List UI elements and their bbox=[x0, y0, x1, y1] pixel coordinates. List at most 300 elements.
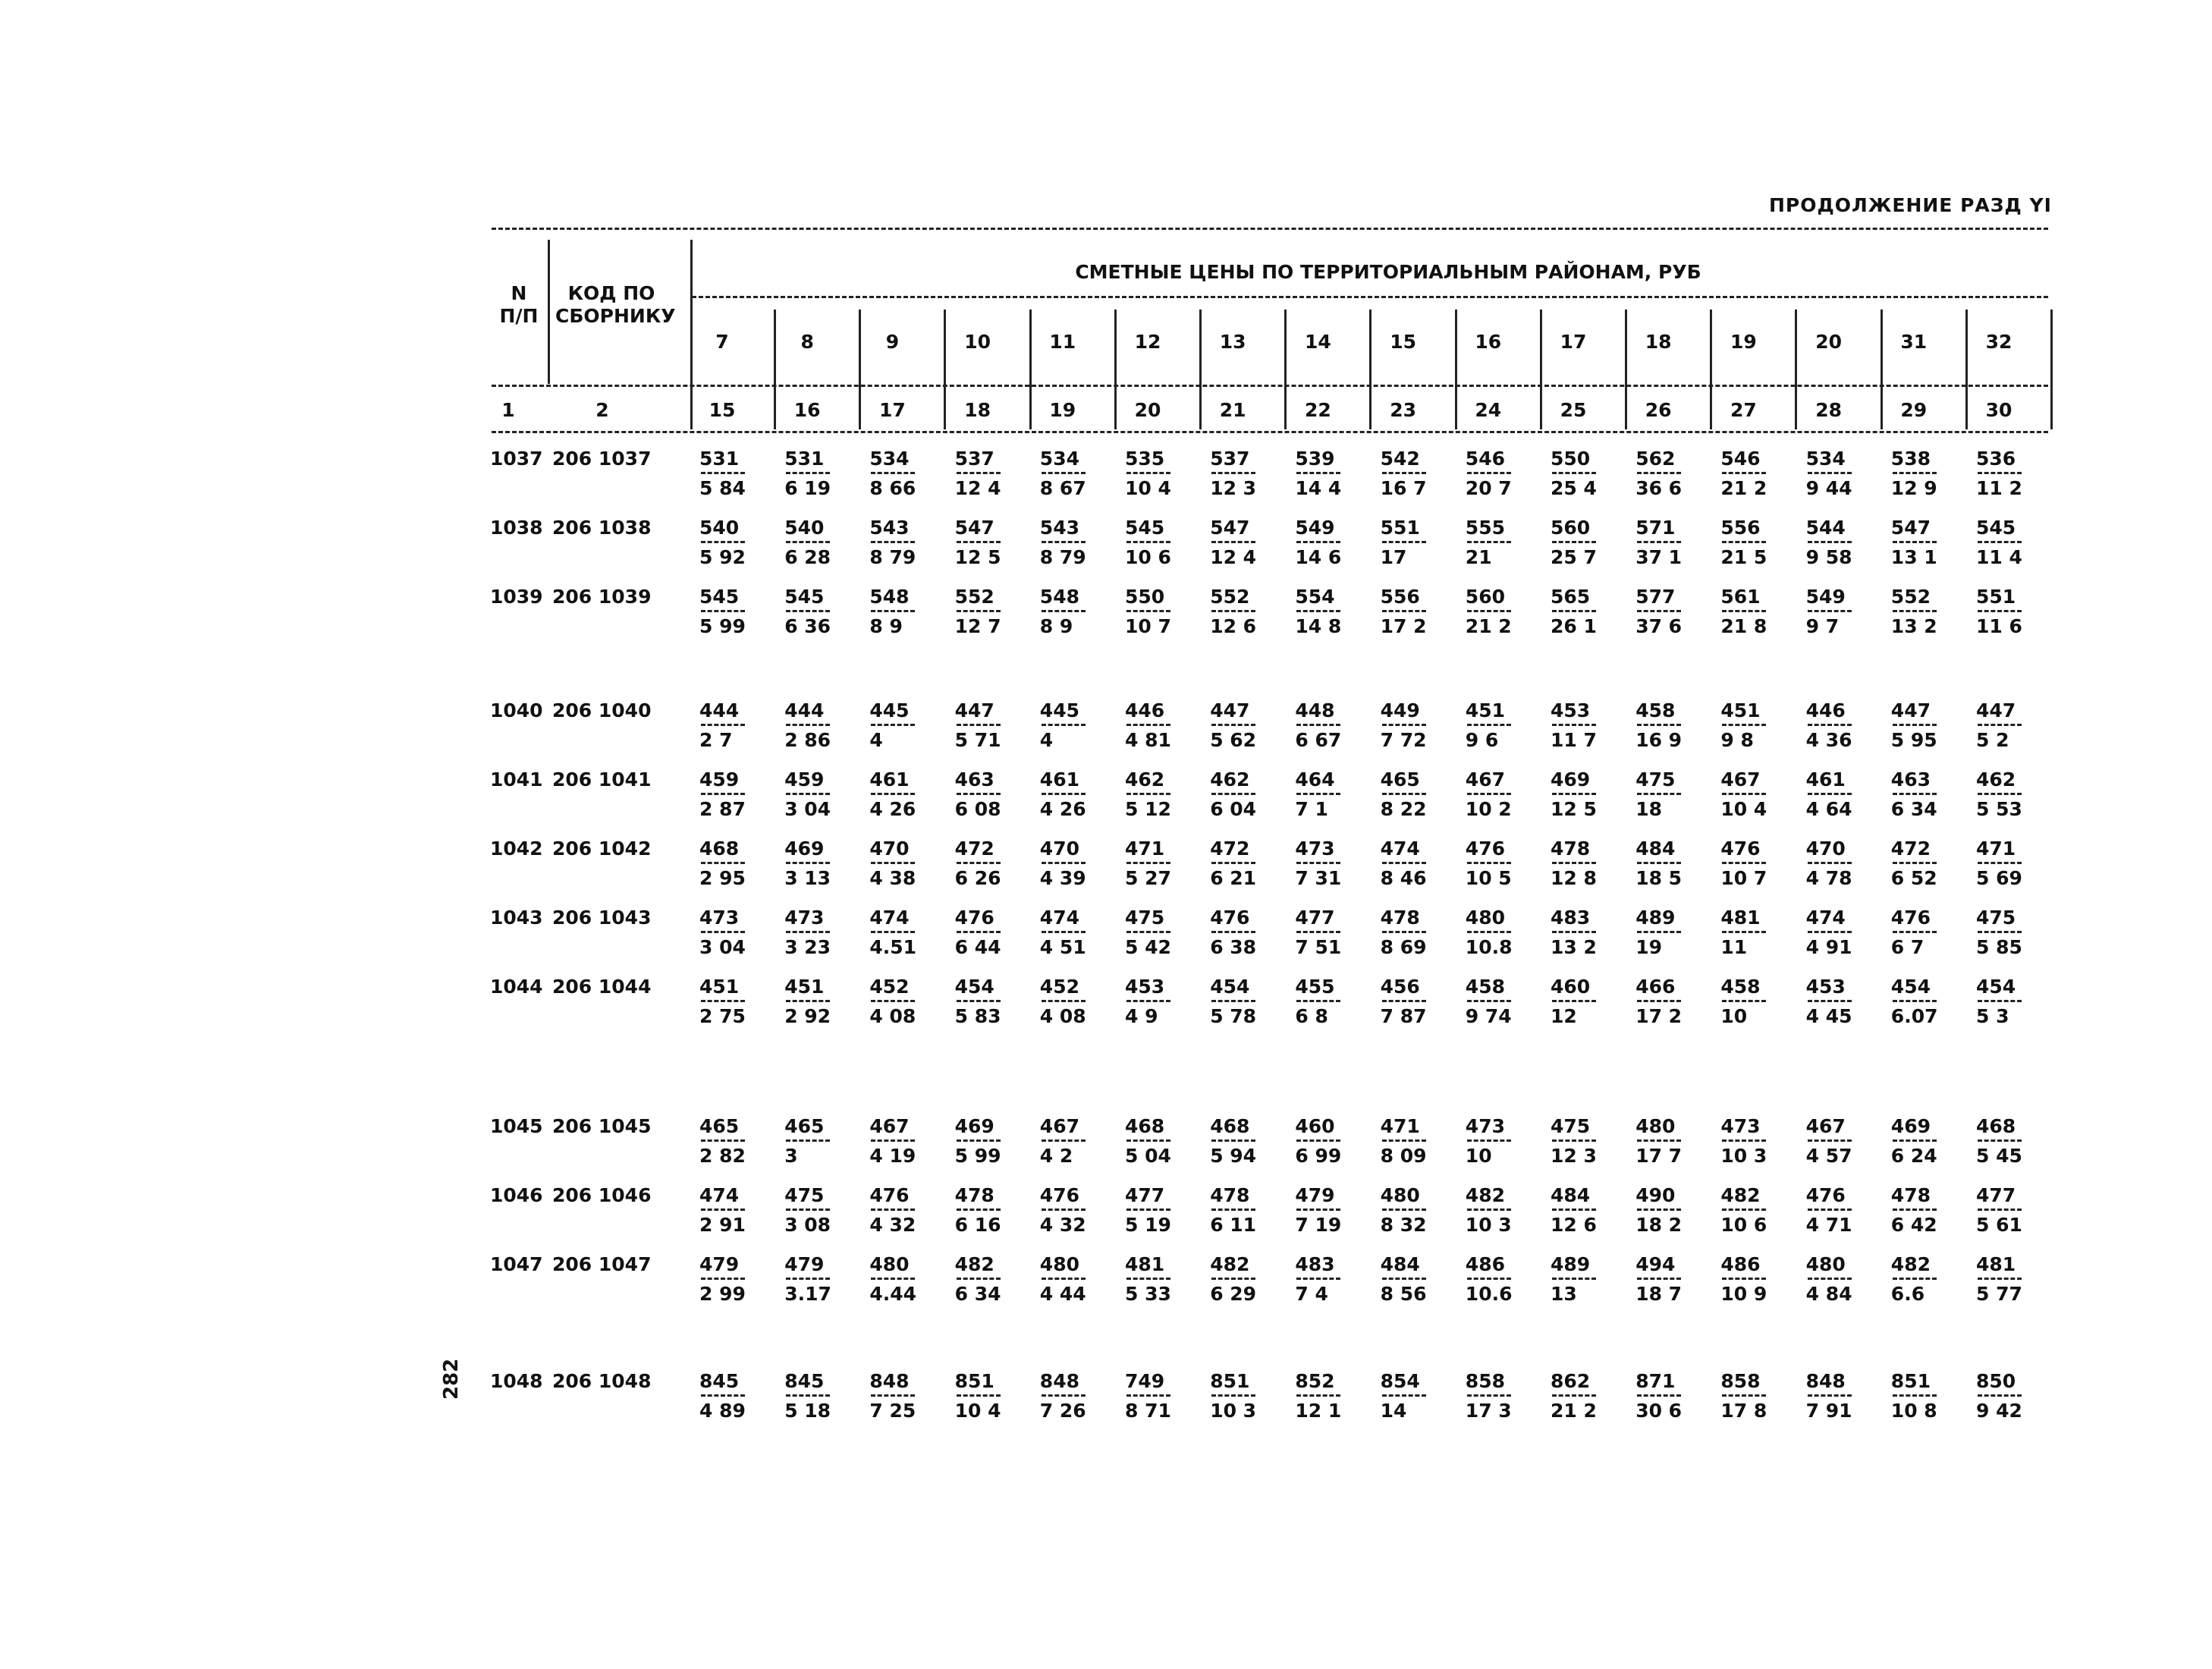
price-value: 458 bbox=[1465, 976, 1505, 998]
fraction-line bbox=[1637, 862, 1681, 864]
price-value: 474 bbox=[699, 1184, 740, 1206]
fraction-line bbox=[786, 1278, 830, 1280]
fraction-line bbox=[1978, 541, 2022, 543]
price-coefficient: 21 bbox=[1465, 546, 1492, 568]
price-cell bbox=[1466, 907, 1526, 959]
price-coefficient: 9 44 bbox=[1805, 477, 1852, 499]
price-coefficient: 3 bbox=[784, 1145, 798, 1167]
price-coefficient: 5 99 bbox=[954, 1145, 1001, 1167]
row-number: 1046 bbox=[490, 1184, 543, 1206]
price-cell bbox=[1295, 517, 1356, 569]
fraction-line bbox=[1722, 793, 1766, 795]
price-coefficient: 5 42 bbox=[1125, 936, 1171, 958]
price-value: 468 bbox=[1125, 1115, 1165, 1137]
price-value: 479 bbox=[784, 1253, 825, 1275]
price-value: 455 bbox=[1295, 976, 1335, 998]
price-coefficient: 25 4 bbox=[1551, 477, 1597, 499]
price-coefficient: 12 9 bbox=[1890, 477, 1937, 499]
price-coefficient: 4.44 bbox=[869, 1283, 917, 1305]
price-value: 851 bbox=[1210, 1370, 1250, 1392]
fraction-line bbox=[871, 931, 915, 933]
price-value: 472 bbox=[1890, 838, 1931, 860]
fraction-line bbox=[1978, 862, 2022, 864]
price-coefficient: 13 bbox=[1551, 1283, 1577, 1305]
fraction-line bbox=[871, 610, 915, 612]
price-value: 476 bbox=[1465, 838, 1505, 860]
price-coefficient: 6 19 bbox=[784, 477, 831, 499]
price-value: 476 bbox=[1039, 1184, 1079, 1206]
price-coefficient: 21 2 bbox=[1465, 615, 1512, 637]
price-value: 463 bbox=[1890, 768, 1931, 790]
price-coefficient: 12 5 bbox=[954, 546, 1001, 568]
price-value: 447 bbox=[1890, 699, 1931, 721]
price-value: 449 bbox=[1380, 699, 1420, 721]
price-cell bbox=[1210, 1370, 1271, 1422]
fraction-line bbox=[1126, 793, 1170, 795]
price-coefficient: 10 2 bbox=[1465, 798, 1512, 820]
price-value: 547 bbox=[1890, 517, 1931, 539]
price-coefficient: 7 51 bbox=[1295, 936, 1342, 958]
price-coefficient: 14 8 bbox=[1295, 615, 1342, 637]
fraction-line bbox=[701, 541, 745, 543]
fraction-line bbox=[1808, 793, 1852, 795]
price-coefficient: 36 6 bbox=[1635, 477, 1683, 499]
price-cell bbox=[699, 1115, 760, 1168]
price-coefficient: 10 8 bbox=[1890, 1400, 1937, 1422]
price-coefficient: 12 4 bbox=[1210, 546, 1257, 568]
price-coefficient: 4 51 bbox=[1039, 936, 1086, 958]
price-coefficient: 3 23 bbox=[784, 936, 831, 958]
fraction-line bbox=[1042, 541, 1086, 543]
fraction-line bbox=[957, 1209, 1001, 1211]
price-value: 445 bbox=[1039, 699, 1079, 721]
price-coefficient: 6 34 bbox=[1890, 798, 1937, 820]
price-value: 473 bbox=[1465, 1115, 1505, 1137]
price-value: 545 bbox=[699, 586, 740, 608]
district-separator bbox=[1965, 310, 1968, 429]
price-coefficient: 4 bbox=[869, 729, 883, 751]
price-cell bbox=[1125, 448, 1186, 500]
row-number: 1047 bbox=[490, 1253, 543, 1275]
price-coefficient: 2 7 bbox=[699, 729, 733, 751]
price-coefficient: 14 6 bbox=[1295, 546, 1342, 568]
fraction-line bbox=[1978, 793, 2022, 795]
price-value: 469 bbox=[784, 838, 825, 860]
price-coefficient: 12 4 bbox=[954, 477, 1001, 499]
price-cell bbox=[1976, 586, 2037, 638]
price-cell bbox=[1720, 1253, 1781, 1306]
num-header bbox=[495, 282, 543, 328]
price-cell bbox=[1466, 1115, 1526, 1168]
fraction-line bbox=[1296, 610, 1340, 612]
price-coefficient: 6 28 bbox=[784, 546, 831, 568]
fraction-line bbox=[701, 793, 745, 795]
price-value: 458 bbox=[1635, 699, 1676, 721]
price-coefficient: 5 33 bbox=[1125, 1283, 1171, 1305]
price-value: 545 bbox=[1976, 517, 2016, 539]
fraction-line bbox=[1382, 931, 1426, 933]
fraction-line bbox=[1211, 1394, 1255, 1397]
fraction-line bbox=[701, 1278, 745, 1280]
price-value: 471 bbox=[1380, 1115, 1420, 1137]
price-value: 547 bbox=[1210, 517, 1250, 539]
fraction-line bbox=[786, 541, 830, 543]
price-coefficient: 16 9 bbox=[1635, 729, 1683, 751]
price-cell bbox=[869, 838, 930, 890]
price-cell bbox=[1125, 1253, 1186, 1306]
price-cell bbox=[1976, 517, 2037, 569]
price-cell bbox=[1635, 1184, 1696, 1237]
price-cell bbox=[1891, 1115, 1952, 1168]
district-separator bbox=[1540, 310, 1542, 429]
fraction-line bbox=[786, 1394, 830, 1397]
price-coefficient: 4 9 bbox=[1125, 1005, 1158, 1027]
price-value: 470 bbox=[1039, 838, 1079, 860]
fraction-line bbox=[1126, 1000, 1170, 1002]
price-value: 475 bbox=[1976, 907, 2016, 929]
price-coefficient: 6 67 bbox=[1295, 729, 1342, 751]
price-value: 477 bbox=[1125, 1184, 1165, 1206]
price-cell bbox=[955, 768, 1016, 821]
price-cell bbox=[1720, 517, 1781, 569]
fraction-line bbox=[1893, 1278, 1937, 1280]
price-value: 480 bbox=[1039, 1253, 1079, 1275]
price-value: 481 bbox=[1125, 1253, 1165, 1275]
fraction-line bbox=[1211, 1000, 1255, 1002]
fraction-line bbox=[701, 1209, 745, 1211]
fraction-line bbox=[1296, 862, 1340, 864]
price-coefficient: 11 bbox=[1720, 936, 1748, 958]
fraction-line bbox=[701, 1139, 745, 1142]
price-value: 461 bbox=[1039, 768, 1079, 790]
price-coefficient: 2 92 bbox=[784, 1005, 831, 1027]
price-value: 445 bbox=[869, 699, 910, 721]
price-cell bbox=[1040, 1184, 1101, 1237]
price-value: 477 bbox=[1295, 907, 1335, 929]
fraction-line bbox=[1126, 724, 1170, 726]
price-cell bbox=[784, 907, 845, 959]
fraction-line bbox=[871, 1394, 915, 1397]
price-value: 534 bbox=[1805, 448, 1846, 470]
span-rule bbox=[692, 296, 2048, 298]
fraction-line bbox=[871, 541, 915, 543]
fraction-line bbox=[1722, 1209, 1766, 1211]
price-cell bbox=[699, 1370, 760, 1422]
price-cell bbox=[784, 517, 845, 569]
price-coefficient: 6 24 bbox=[1890, 1145, 1937, 1167]
price-value: 549 bbox=[1805, 586, 1846, 608]
fraction-line bbox=[1467, 1000, 1511, 1002]
district-number: 18 bbox=[1645, 331, 1672, 353]
price-value: 478 bbox=[954, 1184, 994, 1206]
price-coefficient: 7 26 bbox=[1039, 1400, 1086, 1422]
price-cell bbox=[1720, 1370, 1781, 1422]
fraction-line bbox=[786, 610, 830, 612]
fraction-line bbox=[1467, 472, 1511, 474]
price-coefficient: 16 7 bbox=[1380, 477, 1427, 499]
fraction-line bbox=[1552, 724, 1596, 726]
fraction-line bbox=[1126, 931, 1170, 933]
fraction-line bbox=[1722, 1394, 1766, 1397]
price-coefficient: 7 31 bbox=[1295, 867, 1342, 889]
price-value: 477 bbox=[1976, 1184, 2016, 1206]
price-value: 480 bbox=[1805, 1253, 1846, 1275]
fraction-line bbox=[1296, 1000, 1340, 1002]
fraction-line bbox=[1211, 793, 1255, 795]
fraction-line bbox=[1296, 472, 1340, 474]
fraction-line bbox=[1552, 1278, 1596, 1280]
fraction-line bbox=[1808, 541, 1852, 543]
price-cell bbox=[1976, 838, 2037, 890]
price-value: 467 bbox=[1720, 768, 1761, 790]
price-cell bbox=[1466, 976, 1526, 1028]
price-coefficient: 6 11 bbox=[1210, 1214, 1257, 1236]
price-cell bbox=[784, 1370, 845, 1422]
price-value: 544 bbox=[1805, 517, 1846, 539]
price-coefficient: 13 2 bbox=[1551, 936, 1597, 958]
price-cell bbox=[1125, 976, 1186, 1028]
district-separator bbox=[1029, 310, 1032, 429]
price-cell bbox=[1551, 907, 1611, 959]
price-cell bbox=[1295, 1184, 1356, 1237]
price-value: 534 bbox=[1039, 448, 1079, 470]
price-value: 535 bbox=[1125, 448, 1165, 470]
price-coefficient: 5 78 bbox=[1210, 1005, 1257, 1027]
price-coefficient: 5 53 bbox=[1976, 798, 2022, 820]
price-value: 486 bbox=[1465, 1253, 1505, 1275]
price-value: 489 bbox=[1635, 907, 1676, 929]
price-coefficient: 18 5 bbox=[1635, 867, 1683, 889]
fraction-line bbox=[1126, 610, 1170, 612]
price-value: 470 bbox=[1805, 838, 1846, 860]
price-value: 540 bbox=[784, 517, 825, 539]
price-value: 537 bbox=[954, 448, 994, 470]
price-value: 478 bbox=[1210, 1184, 1250, 1206]
price-coefficient: 6 04 bbox=[1210, 798, 1257, 820]
price-cell bbox=[1551, 838, 1611, 890]
price-cell bbox=[1806, 586, 1867, 638]
price-cell bbox=[784, 699, 845, 752]
price-coefficient: 2 82 bbox=[699, 1145, 746, 1167]
fraction-line bbox=[1893, 1209, 1937, 1211]
column-index: 29 bbox=[1900, 399, 1928, 421]
row-number: 1041 bbox=[490, 768, 543, 790]
fraction-line bbox=[1808, 472, 1852, 474]
fraction-line bbox=[1722, 472, 1766, 474]
price-coefficient: 6 08 bbox=[954, 798, 1001, 820]
price-cell bbox=[1295, 907, 1356, 959]
fraction-line bbox=[1552, 862, 1596, 864]
column-index: 26 bbox=[1645, 399, 1672, 421]
price-value: 854 bbox=[1380, 1370, 1420, 1392]
fraction-line bbox=[1893, 541, 1937, 543]
price-coefficient: 10 6 bbox=[1720, 1214, 1767, 1236]
price-coefficient: 5 94 bbox=[1210, 1145, 1257, 1167]
price-coefficient: 11 7 bbox=[1551, 729, 1597, 751]
price-coefficient: 18 2 bbox=[1635, 1214, 1683, 1236]
price-coefficient: 19 bbox=[1635, 936, 1662, 958]
price-cell bbox=[955, 976, 1016, 1028]
col-index-code: 2 bbox=[595, 399, 609, 421]
price-value: 545 bbox=[1125, 517, 1165, 539]
price-value: 444 bbox=[699, 699, 740, 721]
fraction-line bbox=[957, 1394, 1001, 1397]
fraction-line bbox=[786, 793, 830, 795]
price-value: 447 bbox=[954, 699, 994, 721]
fraction-line bbox=[1467, 862, 1511, 864]
code-header bbox=[555, 282, 676, 328]
price-coefficient: 6 16 bbox=[954, 1214, 1001, 1236]
price-value: 480 bbox=[1380, 1184, 1420, 1206]
column-index: 16 bbox=[793, 399, 821, 421]
page-title: ПРОДОЛЖЕНИЕ РАЗД YI bbox=[1769, 194, 2052, 216]
price-value: 749 bbox=[1125, 1370, 1165, 1392]
price-value: 478 bbox=[1380, 907, 1420, 929]
fraction-line bbox=[786, 1209, 830, 1211]
fraction-line bbox=[1382, 1139, 1426, 1142]
price-value: 472 bbox=[1210, 838, 1250, 860]
price-coefficient: 5 18 bbox=[784, 1400, 831, 1422]
price-value: 554 bbox=[1295, 586, 1335, 608]
price-coefficient: 5 83 bbox=[954, 1005, 1001, 1027]
price-cell bbox=[1976, 448, 2037, 500]
price-coefficient: 4 89 bbox=[699, 1400, 746, 1422]
price-coefficient: 6.07 bbox=[1890, 1005, 1938, 1027]
price-cell bbox=[869, 1115, 930, 1168]
price-cell bbox=[869, 1253, 930, 1306]
price-cell bbox=[1551, 517, 1611, 569]
price-coefficient: 10 6 bbox=[1125, 546, 1171, 568]
price-coefficient: 12 bbox=[1551, 1005, 1577, 1027]
price-coefficient: 5 69 bbox=[1976, 867, 2022, 889]
price-cell bbox=[869, 699, 930, 752]
fraction-line bbox=[1296, 1394, 1340, 1397]
row-code: 206 1048 bbox=[552, 1370, 652, 1392]
price-cell bbox=[1210, 1184, 1271, 1237]
price-coefficient: 5 45 bbox=[1976, 1145, 2022, 1167]
price-cell bbox=[1040, 1253, 1101, 1306]
price-value: 469 bbox=[1890, 1115, 1931, 1137]
price-coefficient: 4 44 bbox=[1039, 1283, 1086, 1305]
price-coefficient: 8 46 bbox=[1380, 867, 1427, 889]
price-coefficient: 12 6 bbox=[1551, 1214, 1597, 1236]
fraction-line bbox=[1211, 610, 1255, 612]
price-value: 479 bbox=[699, 1253, 740, 1275]
row-code: 206 1037 bbox=[552, 448, 652, 470]
fraction-line bbox=[1722, 1000, 1766, 1002]
price-cell bbox=[1806, 976, 1867, 1028]
price-cell bbox=[1125, 699, 1186, 752]
price-value: 481 bbox=[1720, 907, 1761, 929]
price-cell bbox=[1381, 1184, 1441, 1237]
price-coefficient: 5 61 bbox=[1976, 1214, 2022, 1236]
fraction-line bbox=[1467, 793, 1511, 795]
price-cell bbox=[1125, 1184, 1186, 1237]
price-cell bbox=[1891, 586, 1952, 638]
district-separator bbox=[1199, 310, 1202, 429]
fraction-line bbox=[1893, 1139, 1937, 1142]
price-cell bbox=[1720, 1184, 1781, 1237]
price-cell bbox=[1381, 586, 1441, 638]
page-stamp: 282 bbox=[440, 1358, 463, 1400]
price-cell bbox=[1551, 1253, 1611, 1306]
column-index: 28 bbox=[1815, 399, 1842, 421]
fraction-line bbox=[1552, 931, 1596, 933]
price-cell bbox=[1551, 976, 1611, 1028]
header-bottom-rule bbox=[492, 431, 2048, 433]
price-coefficient: 4 08 bbox=[869, 1005, 916, 1027]
fraction-line bbox=[957, 931, 1001, 933]
fraction-line bbox=[1042, 862, 1086, 864]
price-value: 454 bbox=[954, 976, 994, 998]
price-cell bbox=[955, 448, 1016, 500]
price-value: 483 bbox=[1295, 1253, 1335, 1275]
price-coefficient: 5 77 bbox=[1976, 1283, 2022, 1305]
fraction-line bbox=[1893, 1394, 1937, 1397]
price-cell bbox=[1381, 768, 1441, 821]
price-value: 851 bbox=[1890, 1370, 1931, 1392]
fraction-line bbox=[1467, 724, 1511, 726]
fraction-line bbox=[1808, 1209, 1852, 1211]
price-cell bbox=[1806, 699, 1867, 752]
fraction-line bbox=[1808, 931, 1852, 933]
price-value: 484 bbox=[1551, 1184, 1591, 1206]
price-cell bbox=[1635, 907, 1696, 959]
price-coefficient: 7 19 bbox=[1295, 1214, 1342, 1236]
price-cell bbox=[1040, 448, 1101, 500]
price-coefficient: 5 3 bbox=[1976, 1005, 2009, 1027]
price-value: 476 bbox=[1210, 907, 1250, 929]
fraction-line bbox=[786, 862, 830, 864]
price-cell bbox=[1210, 907, 1271, 959]
price-value: 451 bbox=[784, 976, 825, 998]
price-value: 531 bbox=[699, 448, 740, 470]
price-cell bbox=[1976, 1253, 2037, 1306]
price-cell bbox=[1976, 699, 2037, 752]
fraction-line bbox=[1893, 931, 1937, 933]
fraction-line bbox=[957, 1278, 1001, 1280]
fraction-line bbox=[1722, 724, 1766, 726]
price-cell bbox=[1295, 976, 1356, 1028]
price-cell bbox=[1295, 1370, 1356, 1422]
row-code: 206 1040 bbox=[552, 699, 652, 721]
fraction-line bbox=[1126, 541, 1170, 543]
price-cell bbox=[1720, 1115, 1781, 1168]
price-value: 446 bbox=[1125, 699, 1165, 721]
fraction-line bbox=[786, 931, 830, 933]
fraction-line bbox=[1296, 724, 1340, 726]
price-coefficient: 4 26 bbox=[1039, 798, 1086, 820]
fraction-line bbox=[1808, 610, 1852, 612]
price-value: 475 bbox=[784, 1184, 825, 1206]
price-value: 556 bbox=[1720, 517, 1761, 539]
price-coefficient: 4 91 bbox=[1805, 936, 1852, 958]
price-coefficient: 21 5 bbox=[1720, 546, 1767, 568]
price-coefficient: 4 2 bbox=[1039, 1145, 1073, 1167]
price-value: 474 bbox=[1039, 907, 1079, 929]
fraction-line bbox=[1382, 793, 1426, 795]
fraction-line bbox=[1978, 610, 2022, 612]
price-value: 484 bbox=[1635, 838, 1676, 860]
price-value: 848 bbox=[1039, 1370, 1079, 1392]
price-coefficient: 12 3 bbox=[1210, 477, 1257, 499]
price-value: 480 bbox=[1465, 907, 1505, 929]
price-coefficient: 7 1 bbox=[1295, 798, 1328, 820]
fraction-line bbox=[1382, 610, 1426, 612]
price-coefficient: 8 09 bbox=[1380, 1145, 1427, 1167]
fraction-line bbox=[1042, 1209, 1086, 1211]
price-cell bbox=[1295, 1115, 1356, 1168]
